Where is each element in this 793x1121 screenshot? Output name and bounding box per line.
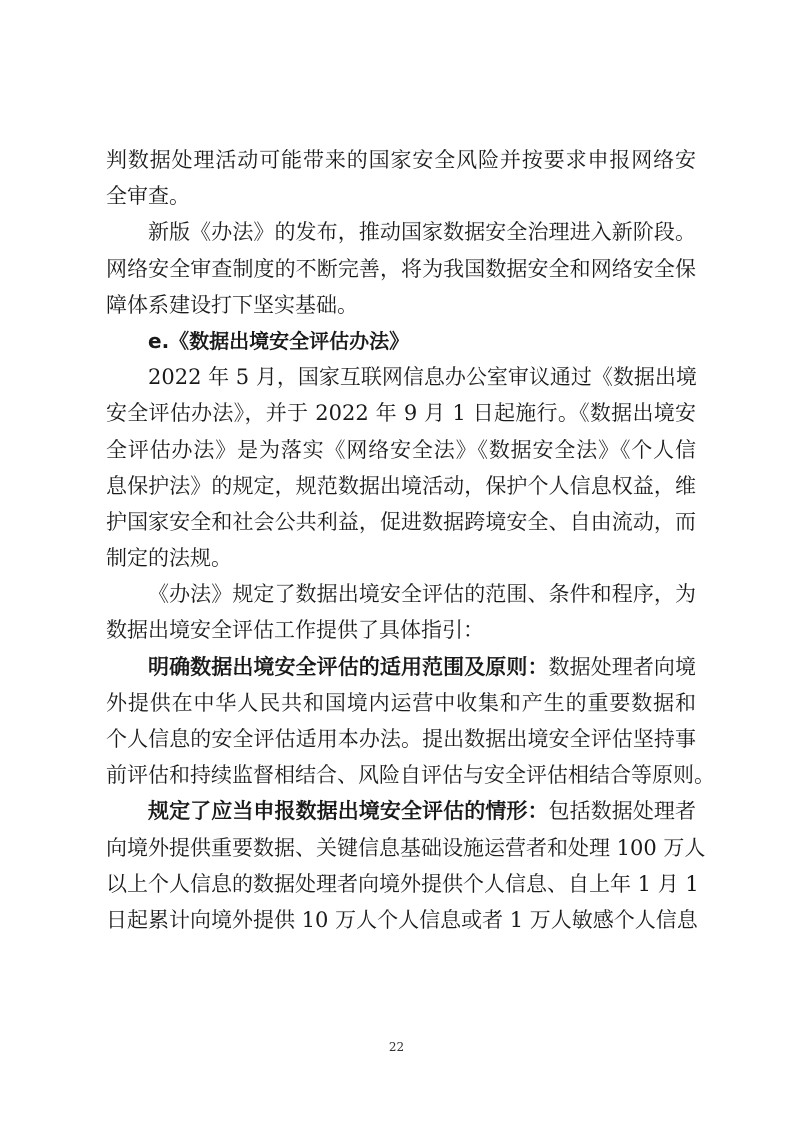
text-line: 以上个人信息的数据处理者向境外提供个人信息、自上年 1 月 1 — [106, 871, 699, 896]
text-line: 外提供在中华人民共和国境内运营中收集和产生的重要数据和 — [106, 690, 696, 715]
section-heading: e.《数据出境安全评估办法》 — [148, 328, 410, 353]
text-line — [106, 649, 696, 685]
page-number: 22 — [388, 1040, 405, 1054]
text-line: 2022 年 5 月，国家互联网信息办公室审议通过《数据出境 — [148, 365, 697, 390]
text-run: 数据处理者向境 — [548, 654, 697, 679]
text-line: 判数据处理活动可能带来的国家安全风险并按要求申报网络安 — [106, 148, 696, 172]
text-line: 全评估办法》是为落实《网络安全法》《数据安全法》《个人信 — [106, 437, 696, 462]
text-run: 包括数据处理者 — [548, 799, 697, 824]
text-line: 障体系建设打下坚实基础。 — [106, 292, 358, 317]
text-line: 全审查。 — [106, 184, 190, 209]
text-line: 网络安全审查制度的不断完善，将为我国数据安全和网络安全保 — [106, 256, 696, 281]
text-line: 新版《办法》的发布，推动国家数据安全治理进入新阶段。 — [148, 220, 696, 245]
text-line: 个人信息的安全评估适用本办法。提出数据出境安全评估坚持事 — [106, 727, 696, 751]
text-line: 安全评估办法》，并于 2022 年 9 月 1 日起施行。《数据出境安 — [106, 401, 696, 426]
text-line: 《办法》规定了数据出境安全评估的范围、条件和程序，为 — [148, 582, 696, 607]
text-line: 数据出境安全评估工作提供了具体指引： — [106, 618, 484, 643]
text-line: 日起累计向境外提供 10 万人个人信息或者 1 万人敏感个人信息 — [106, 907, 698, 932]
text-line: 前评估和持续监督相结合、风险自评估与安全评估相结合等原则。 — [106, 763, 715, 788]
text-line: 护国家安全和社会公共利益，促进数据跨境安全、自由流动，而 — [106, 509, 696, 534]
text-line: 制定的法规。 — [106, 546, 232, 571]
bold-lead-scope: 明确数据出境安全评估的适用范围及原则： — [148, 653, 549, 679]
bold-lead-cases: 规定了应当申报数据出境安全评估的情形： — [148, 798, 549, 824]
text-line — [106, 793, 696, 829]
text-line: 息保护法》的规定，规范数据出境活动，保护个人信息权益，维 — [106, 473, 696, 498]
document-body — [106, 142, 715, 938]
text-line: 向境外提供重要数据、关键信息基础设施运营者和处理 100 万人 — [106, 835, 706, 860]
